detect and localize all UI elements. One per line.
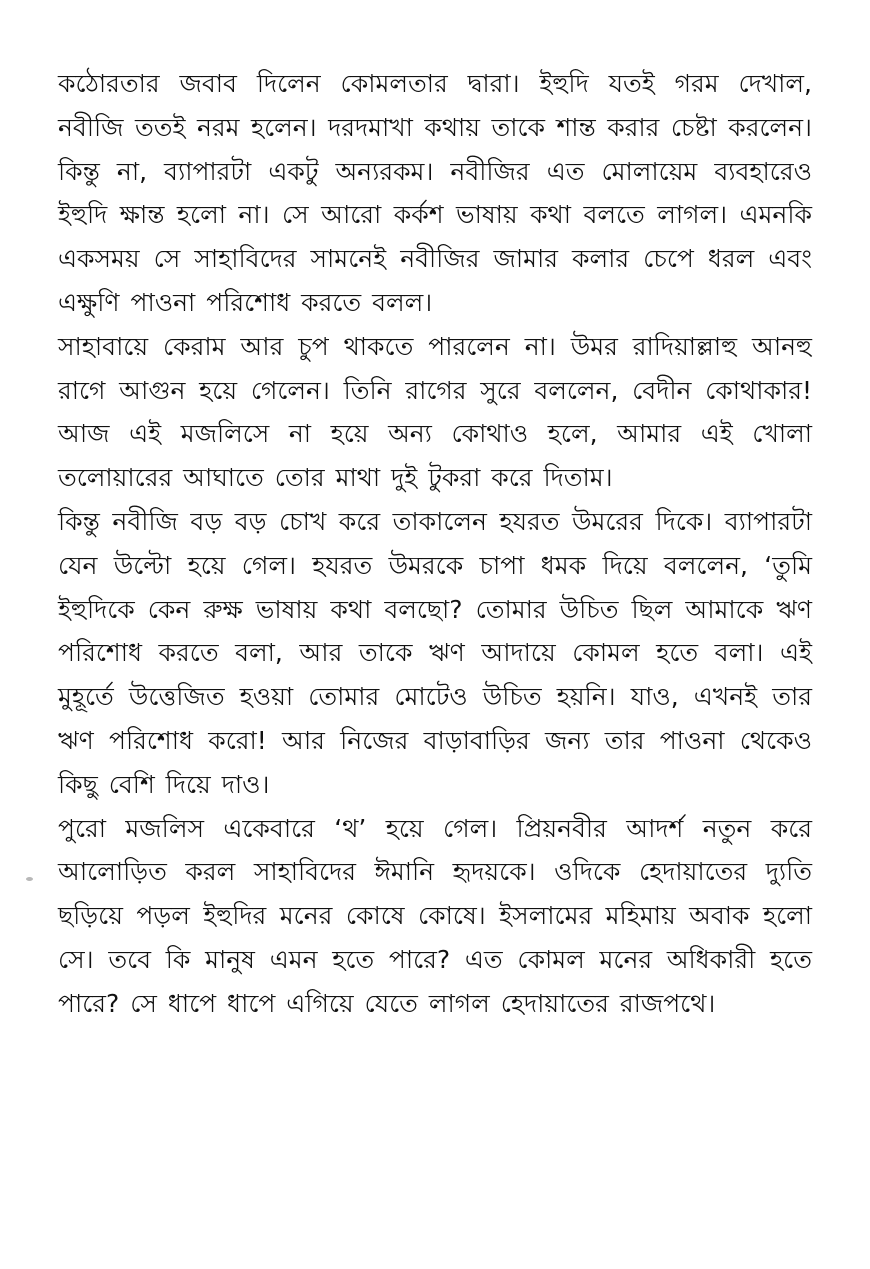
paragraph-4: পুরো মজলিস একেবারে ‘থ’ হয়ে গেল। প্রিয়নবীর আদর্শ নতুন করে আলোড়িত করল সাহাবিদের ঈমানি হৃদয়কে। ওদিকে হেদায়াতের দ্যুতি ছড়িয়ে পড়ল ইহুদির মনের কোষে কোষে। ইসলামের মহিমায় অবাক হলো সে। তবে কি মানুষ এমন হতে পারে? এত কোমল মনের অধিকারী হতে পারে? সে ধাপে ধাপে এগিয়ে যেতে লাগল হেদায়াতের রাজপথে।: [58, 813, 812, 1018]
paragraph-1: কঠোরতার জবাব দিলেন কোমলতার দ্বারা। ইহুদি যতই গরম দেখাল, নবীজি ততই নরম হলেন। দরদমাখা কথায় তাকে শান্ত করার চেষ্টা করলেন। কিন্তু না, ব্যাপারটা একটু অন্যরকম। নবীজির এত মোলায়েম ব্যবহারেও ইহুদি ক্ষান্ত হলো না। সে আরো কর্কশ ভাষায় কথা বলতে লাগল। এমনকি একসময় সে সাহাবিদের সামনেই নবীজির জামার কলার চেপে ধরল এবং এক্ষুণি পাওনা পরিশোধ করতে বলল।: [58, 69, 812, 317]
paragraph-2: সাহাবায়ে কেরাম আর চুপ থাকতে পারলেন না। উমর রাদিয়াল্লাহু আনহু রাগে আগুন হয়ে গেলেন। তিনি রাগের সুরে বললেন, বেদীন কোথাকার! আজ এই মজলিসে না হয়ে অন্য কোথাও হলে, আমার এই খোলা তলোয়ারের আঘাতে তোর মাথা দুই টুকরা করে দিতাম।: [58, 331, 812, 493]
scan-speck: [26, 877, 33, 881]
document-page: [58, 62, 812, 1026]
paragraph-3: কিন্তু নবীজি বড় বড় চোখ করে তাকালেন হযরত উমরের দিকে। ব্যাপারটা যেন উল্টো হয়ে গেল। হযরত উমরকে চাপা ধমক দিয়ে বললেন, ‘তুমি ইহুদিকে কেন রুক্ষ ভাষায় কথা বলছো? তোমার উচিত ছিল আমাকে ঋণ পরিশোধ করতে বলা, আর তাকে ঋণ আদায়ে কোমল হতে বলা। এই মুহূর্তে উত্তেজিত হওয়া তোমার মোটেও উচিত হয়নি। যাও, এখনই তার ঋণ পরিশোধ করো! আর নিজের বাড়াবাড়ির জন্য তার পাওনা থেকেও কিছু বেশি দিয়ে দাও।: [58, 506, 812, 799]
